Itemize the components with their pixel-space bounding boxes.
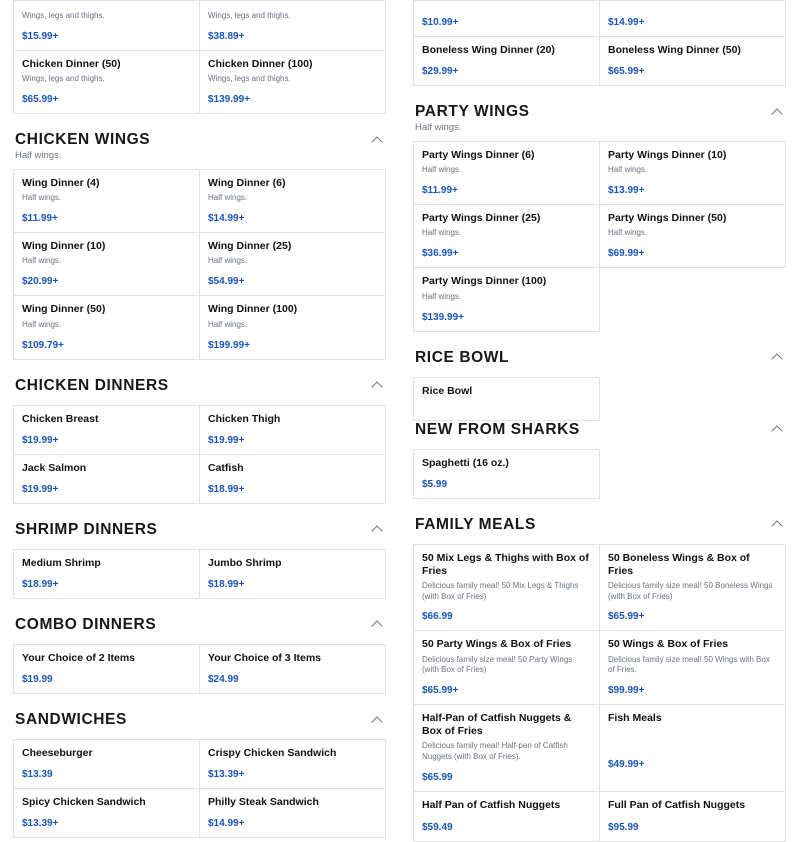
menu-item-price: $5.99 — [422, 478, 448, 490]
menu-item-name: Boneless Wing Dinner (20) — [422, 44, 555, 56]
menu-item-price: $69.99+ — [608, 248, 645, 260]
menu-item-description: Wings, legs and thighs. — [208, 11, 291, 20]
menu-item-price: $54.99+ — [208, 276, 245, 288]
menu-item-price: $65.99+ — [22, 94, 59, 106]
menu-item-name: 50 Mix Legs & Thighs with Box of Fries — [422, 551, 589, 577]
menu-item-name: Philly Steak Sandwich — [208, 796, 319, 809]
menu-item-price: $10.99+ — [422, 17, 459, 28]
menu-item-card[interactable] — [599, 630, 786, 705]
section-items-party-wings — [413, 141, 787, 330]
section-subtitle: Half wings. — [15, 150, 62, 162]
section-items-rice-bowl — [413, 377, 787, 403]
menu-item-name: Medium Shrimp — [22, 556, 101, 569]
menu-item-card[interactable] — [13, 232, 200, 296]
menu-item-card[interactable] — [13, 169, 200, 233]
menu-item-description: Wings, legs and thighs. — [208, 74, 291, 84]
menu-item-description: Half wings. — [422, 291, 462, 301]
menu-item-name: Catfish — [208, 461, 244, 474]
menu-item-card[interactable] — [599, 544, 786, 632]
menu-item-price: $99.99+ — [608, 685, 645, 697]
menu-item-card[interactable] — [13, 405, 200, 455]
menu-item-price: $49.99+ — [608, 759, 645, 771]
menu-item-card[interactable] — [413, 704, 600, 792]
menu-item-price: $139.99+ — [422, 311, 464, 323]
menu-item-price: $13.39 — [22, 769, 53, 781]
menu-item-card[interactable] — [413, 449, 600, 499]
menu-item-name: Party Wings Dinner (25) — [422, 212, 541, 225]
menu-item-description: Half wings. — [608, 228, 648, 238]
menu-item-name: Half-Pan of Catfish Nuggets & Box of Fries — [422, 712, 572, 738]
menu-item-name: Half Pan of Catfish Nuggets — [422, 799, 561, 812]
menu-item-price: $13.39+ — [208, 769, 245, 781]
menu-item-card[interactable] — [199, 788, 386, 838]
menu-item-card[interactable] — [599, 204, 786, 268]
right-menu-column — [400, 0, 800, 833]
menu-item-card[interactable] — [413, 544, 600, 632]
section-title: FAMILY MEALS — [415, 515, 536, 533]
menu-item-card[interactable] — [599, 0, 786, 37]
menu-item-description: Half wings. — [422, 165, 462, 175]
menu-item-price: $13.99+ — [608, 185, 645, 197]
menu-item-name: Crispy Chicken Sandwich — [208, 747, 337, 759]
section-header-chicken-dinners[interactable] — [13, 365, 387, 397]
menu-item-description: Half wings. — [22, 319, 62, 329]
section-items-chicken-dinners — [13, 405, 387, 503]
menu-item-card[interactable] — [13, 0, 200, 51]
section-title: CHICKEN DINNERS — [15, 376, 169, 394]
section-items-chicken-wings — [13, 169, 387, 358]
menu-item-card[interactable] — [413, 36, 600, 86]
menu-item-description: Half wings. — [422, 228, 462, 238]
menu-item-name: Fish Meals — [608, 712, 662, 725]
menu-item-card[interactable] — [199, 644, 386, 694]
menu-item-name: Wing Dinner (10) — [22, 240, 106, 253]
menu-item-price: $59.49 — [422, 821, 453, 833]
menu-item-card[interactable] — [199, 549, 386, 599]
partial-top-grid-left — [13, 0, 387, 113]
menu-item-card[interactable] — [599, 791, 786, 841]
menu-item-price: $66.99 — [422, 611, 453, 623]
menu-item-name: 50 Wings & Box of Fries — [608, 638, 729, 651]
menu-item-description: Delicious family size meal! 50 Boneless Wings (with Box of Fries) — [608, 580, 773, 601]
section-title: SANDWICHES — [15, 711, 127, 728]
menu-item-price: $14.99+ — [208, 213, 245, 225]
menu-item-price: $36.99+ — [422, 248, 459, 260]
menu-item-name: Your Choice of 3 Items — [208, 651, 321, 664]
menu-item-name: Wing Dinner (100) — [208, 303, 298, 316]
chevron-up-icon[interactable] — [372, 379, 385, 392]
menu-item-card[interactable] — [199, 50, 386, 114]
menu-item-description: Half wings. — [208, 193, 248, 203]
menu-item-name: Wing Dinner (50) — [22, 303, 106, 316]
menu-item-card[interactable] — [413, 377, 600, 421]
section-items-shrimp-dinners — [13, 549, 387, 598]
menu-item-price: $19.99+ — [22, 483, 59, 495]
menu-item-card[interactable] — [413, 141, 600, 205]
menu-item-name: Party Wings Dinner (10) — [608, 149, 727, 162]
menu-item-card[interactable] — [13, 788, 200, 838]
left-menu-column — [0, 0, 400, 830]
menu-item-card[interactable] — [599, 36, 786, 86]
chevron-up-icon[interactable] — [772, 423, 785, 436]
section-subtitle: Half wings. — [415, 122, 462, 134]
menu-item-card[interactable] — [13, 50, 200, 114]
menu-item-name: Wing Dinner (25) — [208, 240, 292, 253]
menu-item-description: Delicious family size meal! 50 Party Wings (with Box of Fries) — [422, 654, 573, 675]
section-header-party-wings[interactable] — [413, 91, 787, 123]
section-title: CHICKEN WINGS — [15, 131, 151, 149]
menu-item-description: Wings, legs and thighs. — [22, 74, 105, 84]
menu-item-price: $65.99+ — [608, 611, 645, 623]
section-items-new-from-sharks — [413, 449, 787, 498]
menu-item-name: Jack Salmon — [22, 461, 87, 474]
section-header-chicken-wings[interactable] — [13, 119, 387, 151]
menu-item-name: Wing Dinner (6) — [208, 177, 286, 190]
menu-item-price: $199.99+ — [208, 339, 250, 351]
section-header-rice-bowl[interactable] — [413, 337, 787, 369]
chevron-up-icon[interactable] — [772, 351, 785, 364]
menu-item-card[interactable] — [413, 267, 600, 331]
menu-item-price: $38.89+ — [208, 31, 245, 42]
menu-item-price: $65.99+ — [608, 66, 645, 78]
menu-item-description: Wings, legs and thighs. — [22, 11, 105, 20]
menu-item-name: Chicken Thigh — [208, 412, 281, 425]
chevron-up-icon[interactable] — [372, 523, 385, 536]
menu-item-price: $109.79+ — [22, 339, 64, 351]
menu-item-price: $29.99+ — [422, 66, 459, 78]
menu-item-name: Party Wings Dinner (50) — [608, 212, 727, 225]
menu-item-card[interactable] — [199, 454, 386, 504]
section-items-sandwiches — [13, 739, 387, 837]
section-items-combo-dinners — [13, 644, 387, 693]
menu-item-price: $65.99+ — [422, 685, 459, 697]
section-title: NEW FROM SHARKS — [415, 420, 580, 438]
menu-item-name: Wing Dinner (4) — [22, 177, 100, 190]
menu-item-card[interactable] — [199, 232, 386, 296]
menu-item-description: Delicious family meal! Half-pan of Catfish Nuggets (with Box of Fries). — [422, 741, 568, 762]
menu-item-description: Half wings. — [22, 256, 62, 266]
menu-item-card[interactable] — [13, 644, 200, 694]
section-title: SHRIMP DINNERS — [15, 520, 158, 538]
section-header-combo-dinners[interactable] — [13, 604, 387, 636]
menu-item-card[interactable] — [199, 0, 386, 51]
menu-item-description: Delicious family meal! 50 Mix Legs & Thighs (with Box of Fries) — [422, 580, 579, 601]
menu-item-price: $14.99+ — [208, 818, 245, 830]
menu-item-card[interactable] — [199, 739, 386, 789]
menu-item-price: $13.39+ — [22, 818, 59, 830]
section-header-sandwiches[interactable] — [13, 699, 387, 731]
menu-item-name: Cheeseburger — [22, 747, 93, 759]
menu-item-name: Boneless Wing Dinner (50) — [608, 44, 741, 56]
menu-item-card[interactable] — [13, 454, 200, 504]
menu-item-card[interactable] — [413, 204, 600, 268]
menu-item-card[interactable] — [599, 141, 786, 205]
menu-item-name: 50 Party Wings & Box of Fries — [422, 638, 572, 651]
menu-item-price: $18.99+ — [208, 578, 245, 590]
chevron-up-icon[interactable] — [772, 106, 785, 119]
menu-item-price: $20.99+ — [22, 276, 59, 288]
menu-item-price: $11.99+ — [22, 213, 58, 225]
menu-item-price: $65.99 — [422, 772, 453, 784]
menu-item-description: Half wings. — [22, 193, 62, 203]
menu-item-name: Jumbo Shrimp — [208, 556, 282, 569]
menu-item-name: Spaghetti (16 oz.) — [422, 456, 509, 469]
section-header-family-meals[interactable] — [413, 504, 787, 536]
menu-item-description: Delicious family size meal! 50 Wings with Box of Fries. — [608, 654, 770, 675]
section-title: COMBO DINNERS — [15, 615, 157, 633]
menu-item-name: Party Wings Dinner (6) — [422, 149, 535, 162]
menu-item-card[interactable] — [413, 791, 600, 841]
menu-item-price: $24.99 — [208, 674, 239, 685]
menu-item-name: Spicy Chicken Sandwich — [22, 796, 146, 809]
menu-item-description: Half wings. — [208, 256, 248, 266]
menu-item-name: Your Choice of 2 Items — [22, 651, 135, 664]
menu-item-card[interactable] — [13, 739, 200, 789]
menu-item-price: $11.99+ — [422, 185, 458, 197]
menu-item-name: Chicken Dinner (100) — [208, 58, 313, 70]
menu-item-name: Chicken Breast — [22, 412, 99, 425]
menu-item-name: 50 Boneless Wings & Box of Fries — [608, 551, 750, 577]
section-title: PARTY WINGS — [415, 103, 530, 121]
menu-item-card[interactable] — [13, 549, 200, 599]
menu-item-name: Full Pan of Catfish Nuggets — [608, 799, 746, 812]
menu-item-name: Rice Bowl — [422, 384, 473, 397]
section-header-shrimp-dinners[interactable] — [13, 509, 387, 541]
menu-item-description — [608, 728, 777, 750]
section-items-family-meals — [413, 544, 787, 841]
menu-item-card[interactable] — [199, 405, 386, 455]
menu-item-card[interactable] — [413, 630, 600, 705]
menu-item-name: Chicken Dinner (50) — [22, 58, 121, 70]
menu-item-card[interactable] — [199, 169, 386, 233]
menu-item-card[interactable] — [13, 295, 200, 359]
chevron-up-icon[interactable] — [372, 134, 385, 147]
menu-item-description: Half wings. — [608, 165, 648, 175]
menu-item-price: $95.99 — [608, 821, 639, 833]
menu-item-description: Half wings. — [208, 319, 248, 329]
menu-item-price: $19.99+ — [22, 434, 59, 446]
chevron-up-icon[interactable] — [372, 618, 385, 631]
menu-item-price: $139.99+ — [208, 94, 250, 106]
menu-item-price: $18.99+ — [22, 578, 59, 590]
menu-item-description — [422, 401, 591, 412]
menu-item-card[interactable] — [413, 0, 600, 37]
menu-item-price: $19.99 — [22, 674, 53, 685]
section-title: RICE BOWL — [415, 348, 510, 366]
menu-item-price: $14.99+ — [608, 17, 645, 28]
menu-item-price: $18.99+ — [208, 483, 245, 495]
menu-item-price: $15.99+ — [22, 31, 59, 42]
menu-item-price: $19.99+ — [208, 434, 245, 446]
menu-item-card[interactable] — [199, 295, 386, 359]
chevron-up-icon[interactable] — [772, 518, 785, 531]
partial-top-grid-right — [413, 0, 787, 85]
menu-item-card[interactable] — [599, 704, 786, 792]
menu-item-name: Party Wings Dinner (100) — [422, 275, 547, 288]
chevron-up-icon[interactable] — [372, 714, 385, 727]
